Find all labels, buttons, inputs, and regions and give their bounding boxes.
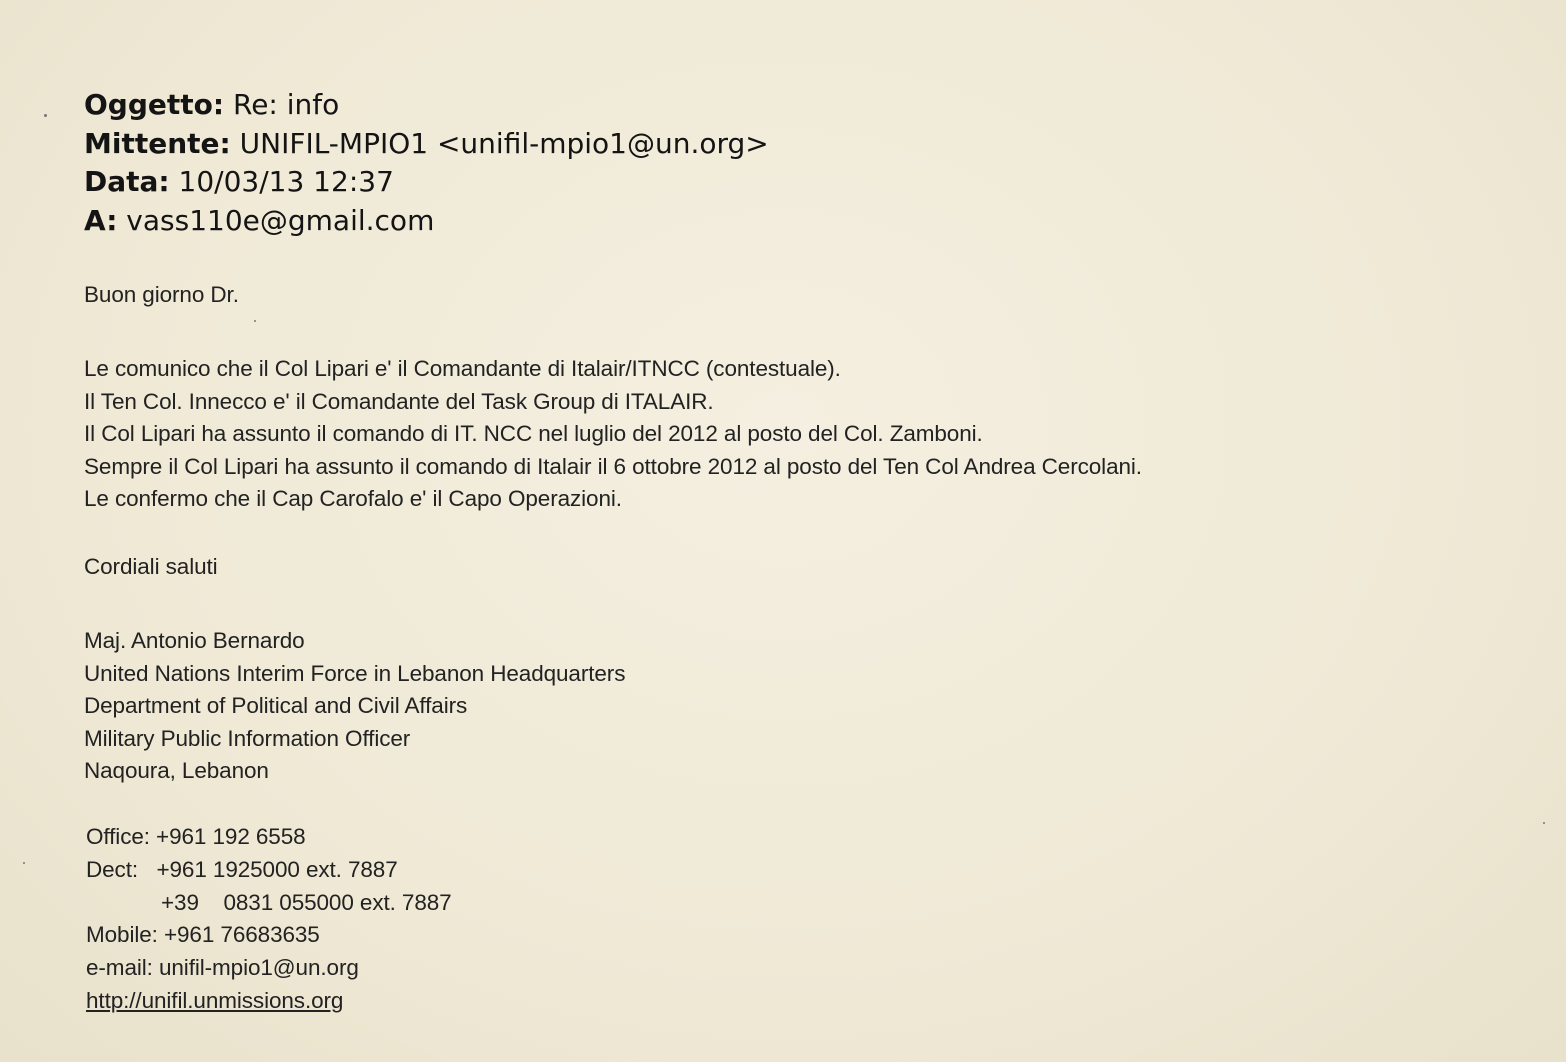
email-header [84,86,769,240]
dect-phone: Dect: +961 1925000 ext. 7887 [86,856,398,882]
message-line: Il Col Lipari ha assunto il comando di IT. NCC nel luglio del 2012 al posto del Col. Zamboni. [84,421,983,446]
recipient-row [84,202,769,241]
message-paragraph [84,353,1142,516]
sender-row [84,125,769,164]
mobile-phone: Mobile: +961 76683635 [86,922,320,948]
signature-block [84,625,625,788]
scan-speck [1543,822,1545,824]
subject-value: Re: info [233,88,340,121]
date-value: 10/03/13 12:37 [178,165,394,198]
date-row [84,163,769,202]
message-line: Le confermo che il Cap Carofalo e' il Capo Operazioni. [84,486,622,511]
signature-name: Maj. Antonio Bernardo [84,628,305,653]
scan-speck [44,114,47,117]
closing: Cordiali saluti [84,554,218,579]
website-link[interactable]: http://unifil.unmissions.org [86,987,344,1013]
signature-department: Department of Political and Civil Affairs [84,693,468,719]
contact-block [86,821,452,1018]
subject-row [84,86,769,125]
dect-phone-alt: +39 0831 055000 ext. 7887 [161,889,452,915]
signature-location: Naqoura, Lebanon [84,758,269,784]
scan-speck [254,320,256,322]
recipient-value: vass110e@gmail.com [126,203,435,237]
message-line: Le comunico che il Col Lipari e' il Comandante di Italair/ITNCC (contestuale). [84,356,841,381]
sender-label: Mittente: [84,126,231,160]
recipient-label: A: [84,203,118,237]
office-phone: Office: +961 192 6558 [86,824,306,849]
signature-organization: United Nations Interim Force in Lebanon Headquarters [84,660,626,686]
message-line: Il Ten Col. Innecco e' il Comandante del Task Group di ITALAIR. [84,388,714,414]
greeting: Buon giorno Dr. [84,282,239,307]
message-line: Sempre il Col Lipari ha assunto il comando di Italair il 6 ottobre 2012 al posto del Ten Col Andrea Cercolani. [84,453,1142,479]
subject-label: Oggetto: [84,88,225,121]
date-label: Data: [84,165,170,198]
contact-email: e-mail: unifil-mpio1@un.org [86,955,359,981]
sender-value: UNIFIL-MPIO1 <unifil-mpio1@un.org> [239,126,769,160]
signature-role: Military Public Information Officer [84,725,411,751]
scan-speck [23,862,25,864]
